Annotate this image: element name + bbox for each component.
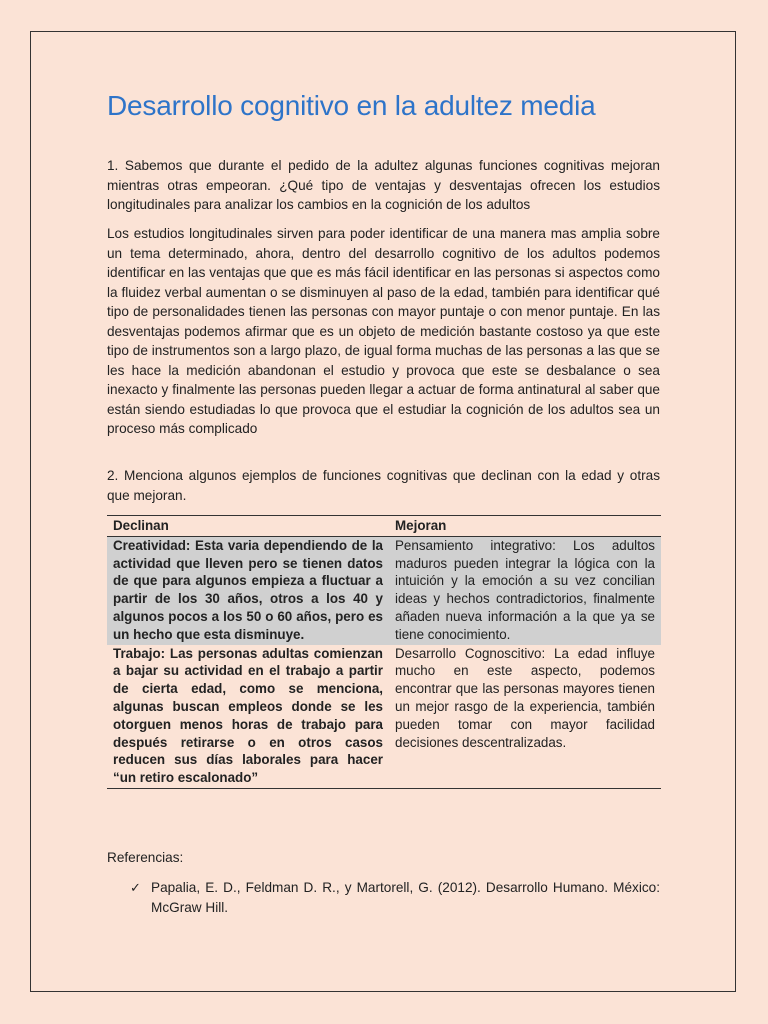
functions-table bbox=[107, 515, 661, 789]
cell-mejoran: Pensamiento integrativo: Los adultos maduros pueden integrar la lógica con la intuición y la emoción a su vez concilian ideas y hechos contradictorios, finalmente añaden nueva información a la que ya se tiene conocimiento. bbox=[389, 536, 661, 644]
header-declinan: Declinan bbox=[113, 518, 169, 533]
references-label: Referencias: bbox=[107, 850, 184, 865]
page-title: Desarrollo cognitivo en la adultez media bbox=[107, 90, 596, 121]
table-row bbox=[107, 536, 661, 644]
question-1: 1. Sabemos que durante el pedido de la adultez algunas funciones cognitivas mejoran mientras otras empeoran. ¿Qué tipo de ventajas y desventajas ofrecen los estudios longitudinales para analizar los cambios en la cognición de los adultos bbox=[107, 158, 660, 212]
cell-mejoran: Desarrollo Cognoscitivo: La edad influye mucho en este aspecto, podemos encontrar que las personas mayores tienen un mejor rasgo de la experiencia, también pueden tomar con mayor facilidad decisiones descentralizadas. bbox=[395, 645, 655, 750]
reference-text: Papalia, E. D., Feldman D. R., y Martorell, G. (2012). Desarrollo Humano. México: McGraw Hill. bbox=[151, 880, 660, 915]
answer-1: Los estudios longitudinales sirven para poder identificar de una manera mas amplia sobre un tema determinado, ahora, dentro del desarrollo cognitivo de los adultos podemos identificar en las ventajas que que es más fácil identificar en las personas si aspectos como la fluidez verbal aumentan o se disminuyen al paso de la edad, también para identificar qué tipo de personalidades tienen las personas con mayor puntaje o con menor puntaje. En las desventajas podemos afirmar que es un objeto de medición bastante costoso ya que este tipo de instrumentos son a largo plazo, de igual forma muchas de las personas a las que se les hace la medición abandonan el estudio y provoca que este se desbalance o sea inexacto y finalmente las personas pueden llegar a actuar de forma antinatural al saber que están siendo estudiadas lo que provoca que el estudiar la cognición de los adultos sea un proceso más complicado bbox=[107, 226, 660, 436]
header-mejoran: Mejoran bbox=[395, 518, 447, 533]
check-icon: ✓ bbox=[130, 880, 141, 895]
table-row bbox=[107, 645, 661, 789]
reference-item bbox=[130, 878, 660, 917]
cell-declinan: Creatividad: Esta varia dependiendo de la actividad que lleven pero se tienen datos de que para algunos empieza a fluctuar a partir de los 30 años, otros a los 40 y algunos pocos a los 50 o 60 años, pero es un hecho que esta disminuye. bbox=[107, 536, 389, 644]
table-header-row bbox=[107, 516, 661, 537]
question-2: 2. Menciona algunos ejemplos de funciones cognitivas que declinan con la edad y otras que mejoran. bbox=[107, 468, 660, 503]
cell-declinan: Trabajo: Las personas adultas comienzan a bajar su actividad en el trabajo a partir de cierta edad, como se menciona, algunas buscan empleos donde se les otorguen menos horas de trabajo para después retirarse o en otros casos reducen sus días laborales para hacer “un retiro escalonado” bbox=[113, 645, 383, 786]
